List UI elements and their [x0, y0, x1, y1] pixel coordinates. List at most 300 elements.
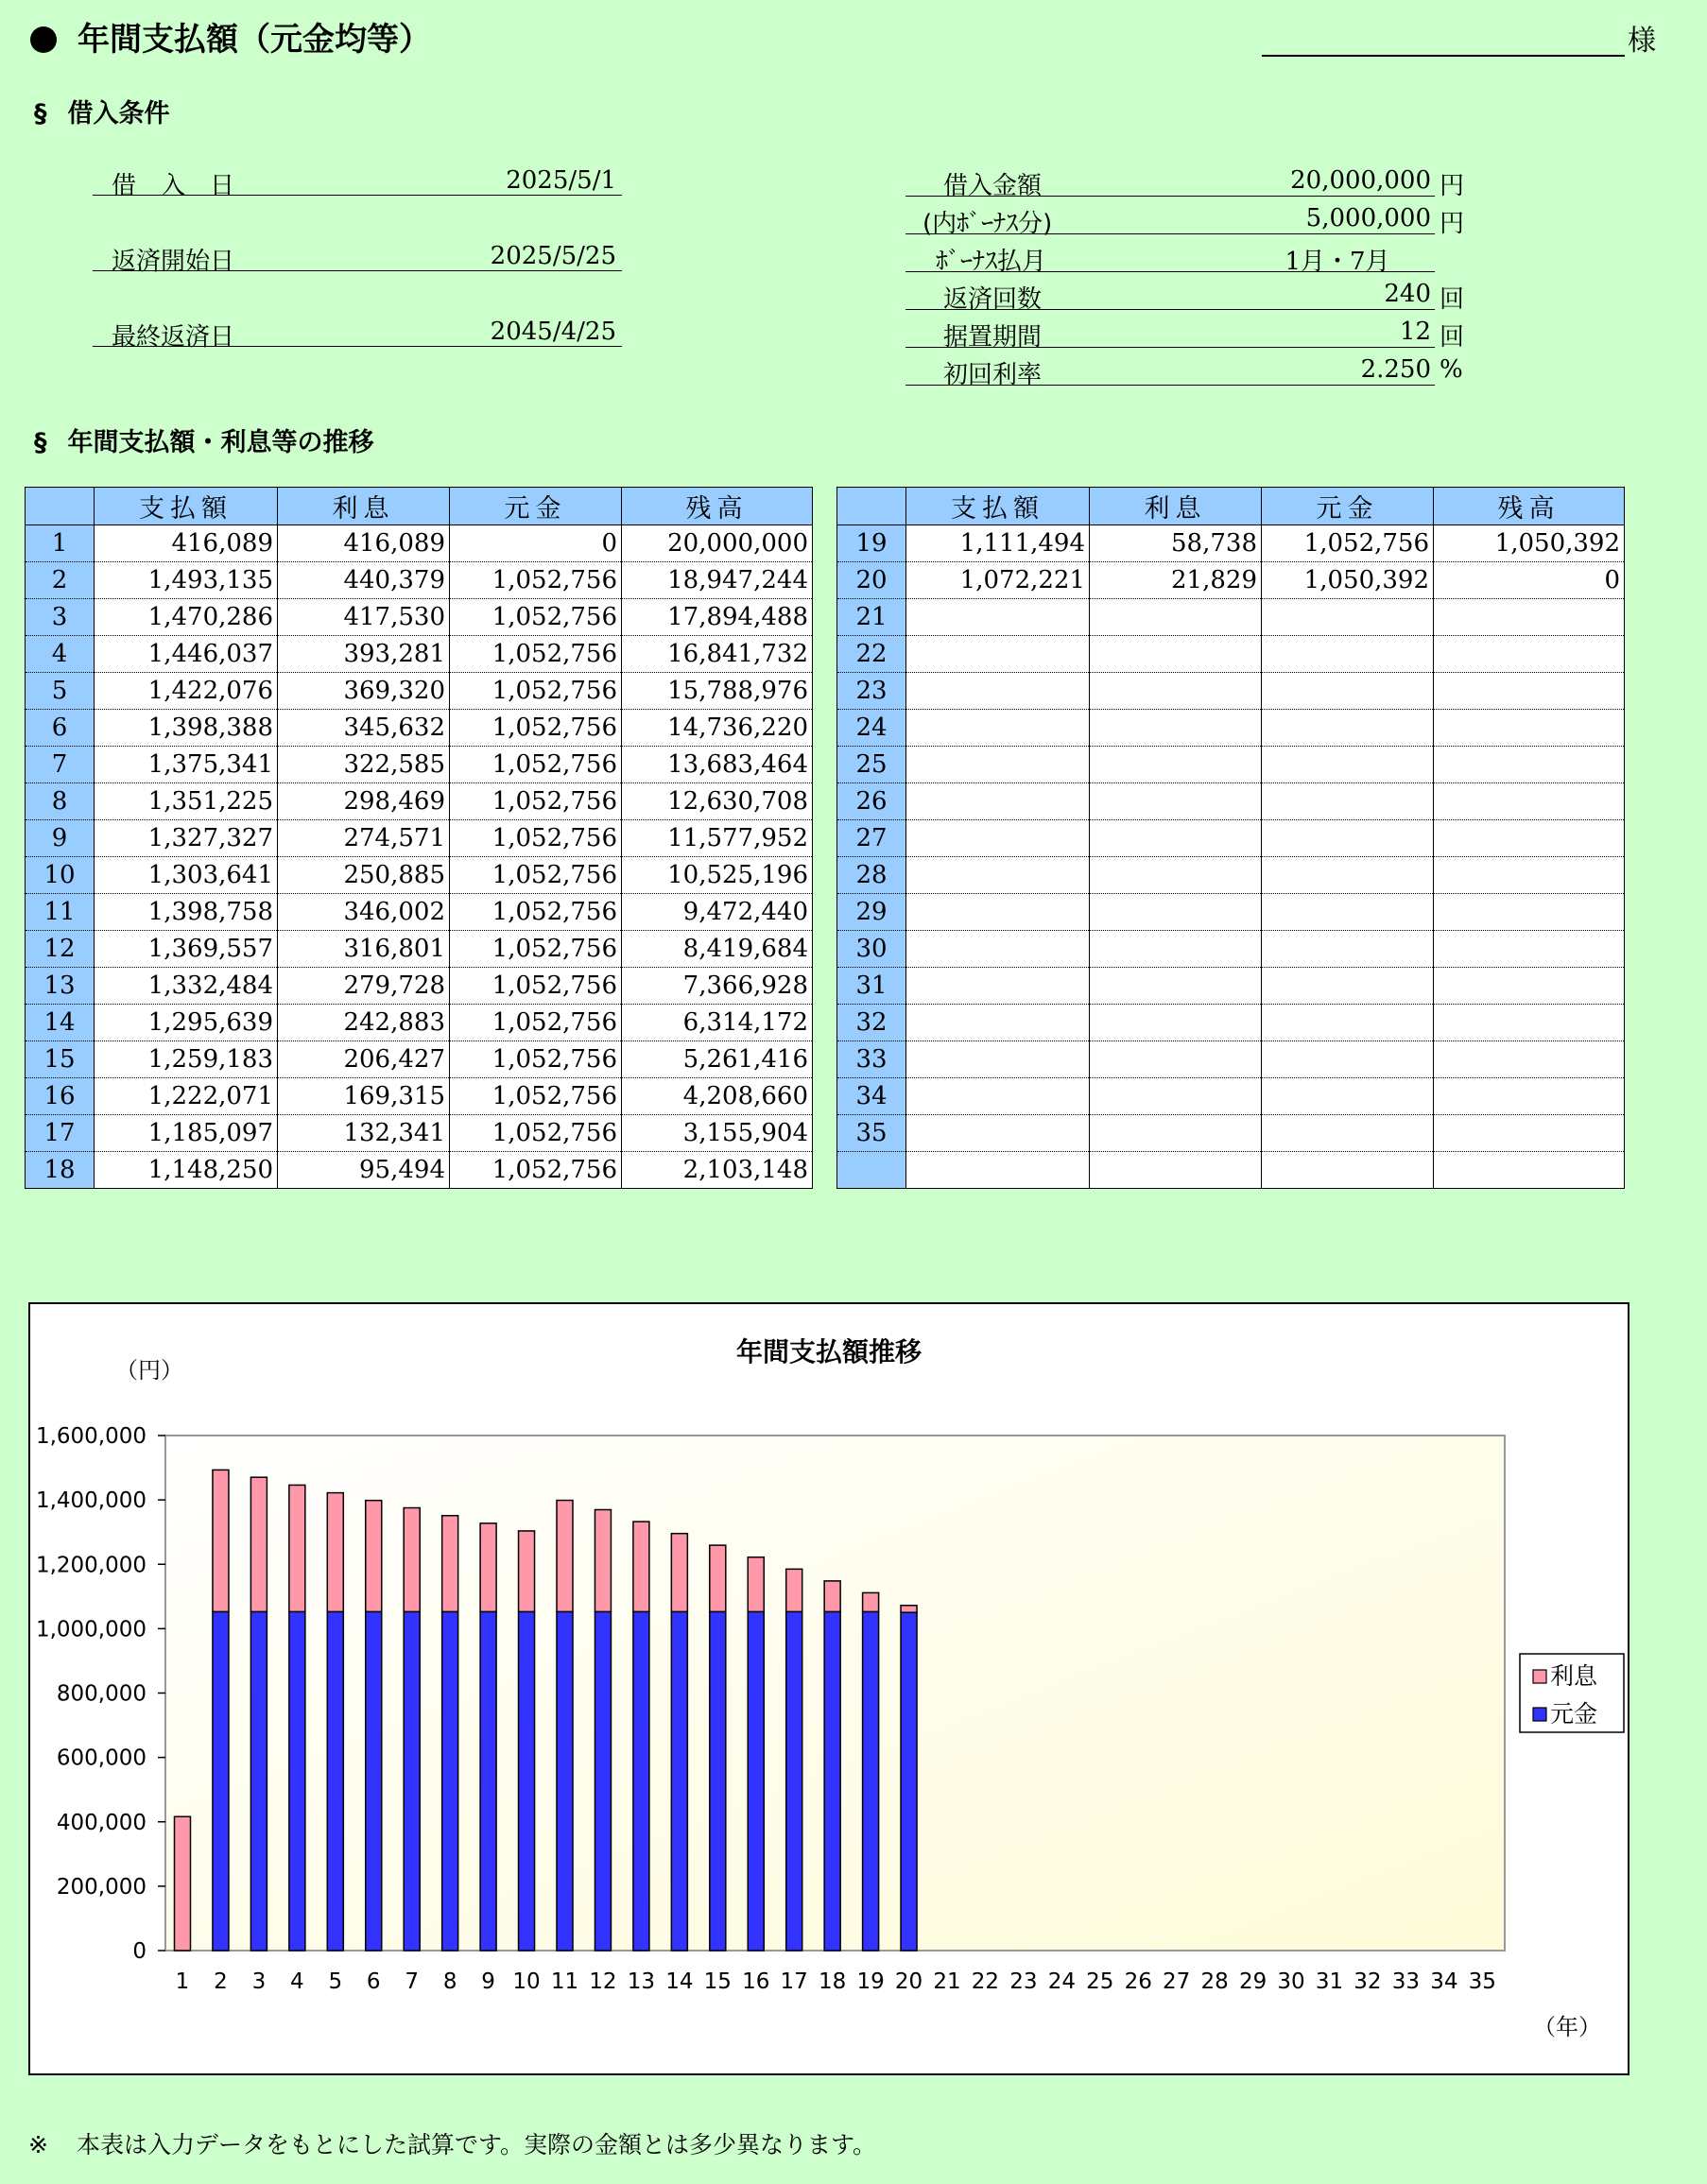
- cell-pay: 1,259,183: [95, 1041, 278, 1078]
- row-number: 30: [837, 931, 906, 968]
- cell-balance: 1,050,392: [1434, 525, 1625, 562]
- condition-underline: [905, 233, 1435, 234]
- bar-interest: [786, 1569, 802, 1611]
- x-tick-label: 7: [405, 1969, 420, 1994]
- condition-value: 2045/4/25: [490, 318, 616, 346]
- cell-balance: 7,366,928: [622, 968, 813, 1005]
- bar-principal: [519, 1611, 535, 1951]
- cell-interest: [1090, 673, 1262, 710]
- row-number: 9: [26, 820, 95, 857]
- cell-interest: [1090, 599, 1262, 636]
- row-number: 7: [26, 747, 95, 783]
- x-tick-label: 34: [1430, 1969, 1458, 1994]
- table-row: [26, 1005, 813, 1041]
- table-row: [26, 783, 813, 820]
- cell-pay: 1,351,225: [95, 783, 278, 820]
- row-number: 35: [837, 1115, 906, 1152]
- x-tick-label: 25: [1086, 1969, 1114, 1994]
- cell-pay: 1,185,097: [95, 1115, 278, 1152]
- condition-underline: [93, 270, 622, 271]
- footnote-text: 本表は入力データをもとにした試算です。実際の金額とは多少異なります。: [76, 2131, 876, 2158]
- table-row: [26, 820, 813, 857]
- cell-principal: 1,052,756: [1262, 525, 1434, 562]
- bar-principal: [748, 1611, 764, 1951]
- bar-interest: [213, 1470, 229, 1611]
- bar-principal: [901, 1612, 917, 1951]
- cell-balance: [1434, 968, 1625, 1005]
- cell-principal: [1262, 783, 1434, 820]
- section-transition-title: 年間支払額・利息等の推移: [67, 428, 374, 457]
- cell-pay: 1,398,388: [95, 710, 278, 747]
- page-title: [30, 13, 431, 60]
- condition-underline: [93, 195, 622, 196]
- header-principal: 元金: [1262, 488, 1434, 525]
- cell-interest: 242,883: [278, 1005, 450, 1041]
- cell-principal: 1,052,756: [450, 857, 622, 894]
- cell-principal: [1262, 820, 1434, 857]
- bar-interest: [710, 1545, 726, 1611]
- cell-balance: [1434, 673, 1625, 710]
- table-row: [26, 599, 813, 636]
- x-tick-label: 11: [550, 1969, 579, 1994]
- table-row: [837, 820, 1625, 857]
- cell-principal: 1,052,756: [450, 673, 622, 710]
- y-tick-label: 0: [132, 1939, 147, 1964]
- x-tick-label: 15: [703, 1969, 732, 1994]
- x-tick-label: 21: [933, 1969, 961, 1994]
- condition-label: 最終返済日: [112, 323, 235, 352]
- x-tick-label: 9: [481, 1969, 495, 1994]
- header-balance: 残高: [622, 488, 813, 525]
- cell-interest: [1090, 1041, 1262, 1078]
- bar-interest: [824, 1581, 840, 1612]
- bar-principal: [863, 1611, 879, 1951]
- y-tick-label: 1,600,000: [35, 1424, 147, 1449]
- condition-label: 返済回数: [943, 285, 1043, 314]
- cell-principal: [1262, 747, 1434, 783]
- cell-pay: [906, 673, 1090, 710]
- table-row: [26, 1041, 813, 1078]
- bar-principal: [557, 1611, 573, 1951]
- cell-interest: 298,469: [278, 783, 450, 820]
- bar-interest: [595, 1509, 611, 1611]
- cell-pay: [906, 1152, 1090, 1189]
- cell-pay: 1,148,250: [95, 1152, 278, 1189]
- table-row: [837, 636, 1625, 673]
- header-no: [26, 488, 95, 525]
- row-number: 26: [837, 783, 906, 820]
- row-number: [837, 1152, 906, 1189]
- cell-interest: [1090, 857, 1262, 894]
- table-row: [26, 525, 813, 562]
- cell-interest: 393,281: [278, 636, 450, 673]
- condition-unit: 円: [1440, 210, 1465, 238]
- cell-interest: 132,341: [278, 1115, 450, 1152]
- bar-principal: [480, 1611, 496, 1951]
- row-number: 20: [837, 562, 906, 599]
- cell-interest: 274,571: [278, 820, 450, 857]
- cell-pay: [906, 1005, 1090, 1041]
- table-row: [26, 747, 813, 783]
- row-number: 31: [837, 968, 906, 1005]
- row-number: 23: [837, 673, 906, 710]
- cell-interest: [1090, 747, 1262, 783]
- bar-interest: [250, 1477, 267, 1611]
- cell-balance: 5,261,416: [622, 1041, 813, 1078]
- cell-principal: 1,052,756: [450, 1041, 622, 1078]
- y-tick-label: 400,000: [56, 1810, 147, 1835]
- cell-balance: [1434, 820, 1625, 857]
- row-number: 29: [837, 894, 906, 931]
- cell-pay: 1,327,327: [95, 820, 278, 857]
- x-tick-label: 13: [627, 1969, 656, 1994]
- cell-pay: [906, 1115, 1090, 1152]
- cell-interest: 250,885: [278, 857, 450, 894]
- cell-balance: [1434, 931, 1625, 968]
- table-row: [26, 968, 813, 1005]
- x-tick-label: 1: [175, 1969, 190, 1994]
- row-number: 13: [26, 968, 95, 1005]
- condition-value: 2025/5/1: [506, 166, 616, 195]
- cell-principal: [1262, 1041, 1434, 1078]
- condition-underline: [905, 196, 1435, 197]
- x-tick-label: 10: [512, 1969, 541, 1994]
- cell-pay: 1,332,484: [95, 968, 278, 1005]
- x-tick-label: 5: [328, 1969, 343, 1994]
- header-pay: 支払額: [906, 488, 1090, 525]
- cell-principal: [1262, 894, 1434, 931]
- x-tick-label: 31: [1315, 1969, 1344, 1994]
- table-row: [26, 673, 813, 710]
- x-tick-label: 2: [214, 1969, 228, 1994]
- x-tick-label: 16: [742, 1969, 770, 1994]
- table-row: [837, 783, 1625, 820]
- cell-balance: 17,894,488: [622, 599, 813, 636]
- cell-pay: [906, 747, 1090, 783]
- cell-pay: 1,072,221: [906, 562, 1090, 599]
- condition-value: 20,000,000: [1290, 166, 1431, 195]
- cell-principal: [1262, 1078, 1434, 1115]
- y-tick-label: 600,000: [56, 1745, 147, 1771]
- cell-pay: 1,493,135: [95, 562, 278, 599]
- cell-interest: 417,530: [278, 599, 450, 636]
- y-tick-label: 200,000: [56, 1874, 147, 1900]
- cell-pay: 1,470,286: [95, 599, 278, 636]
- cell-principal: 1,052,756: [450, 1115, 622, 1152]
- x-tick-label: 22: [971, 1969, 1000, 1994]
- page-title-text: 年間支払額（元金均等）: [78, 21, 431, 59]
- cell-balance: [1434, 1041, 1625, 1078]
- row-number: 22: [837, 636, 906, 673]
- cell-principal: 1,052,756: [450, 1152, 622, 1189]
- x-tick-label: 35: [1468, 1969, 1496, 1994]
- cell-pay: 1,369,557: [95, 931, 278, 968]
- x-tick-label: 18: [819, 1969, 847, 1994]
- header-interest: 利息: [1090, 488, 1262, 525]
- row-number: 6: [26, 710, 95, 747]
- cell-principal: 1,052,756: [450, 1078, 622, 1115]
- condition-underline: [905, 271, 1435, 272]
- table-row: [837, 525, 1625, 562]
- condition-label: 据置期間: [943, 323, 1043, 352]
- bar-interest: [442, 1516, 458, 1612]
- cell-interest: [1090, 783, 1262, 820]
- bar-principal: [289, 1611, 305, 1951]
- cell-principal: [1262, 636, 1434, 673]
- table-row: [26, 1115, 813, 1152]
- cell-pay: 1,398,758: [95, 894, 278, 931]
- table-header-row: [837, 488, 1625, 525]
- cell-principal: [1262, 1005, 1434, 1041]
- cell-balance: 9,472,440: [622, 894, 813, 931]
- cell-interest: [1090, 968, 1262, 1005]
- row-number: 17: [26, 1115, 95, 1152]
- row-number: 10: [26, 857, 95, 894]
- condition-label: 借 入 日: [112, 172, 235, 200]
- cell-balance: 20,000,000: [622, 525, 813, 562]
- legend-swatch: [1533, 1708, 1546, 1721]
- table-row: [837, 599, 1625, 636]
- table-row: [837, 931, 1625, 968]
- row-number: 12: [26, 931, 95, 968]
- condition-underline: [93, 346, 622, 347]
- header-balance: 残高: [1434, 488, 1625, 525]
- table-row: [837, 1005, 1625, 1041]
- footnote: [28, 2126, 876, 2160]
- cell-interest: 369,320: [278, 673, 450, 710]
- row-number: 21: [837, 599, 906, 636]
- row-number: 34: [837, 1078, 906, 1115]
- bar-interest: [404, 1508, 420, 1612]
- cell-pay: [906, 636, 1090, 673]
- cell-interest: [1090, 1005, 1262, 1041]
- cell-principal: [1262, 599, 1434, 636]
- legend-label: 利息: [1550, 1662, 1598, 1690]
- table-row: [837, 1041, 1625, 1078]
- bar-principal: [404, 1611, 420, 1951]
- table-row: [837, 968, 1625, 1005]
- condition-unit: %: [1440, 355, 1463, 384]
- chart-title: 年間支払額推移: [735, 1336, 922, 1367]
- table-row: [26, 894, 813, 931]
- bar-interest: [671, 1534, 687, 1612]
- cell-interest: [1090, 636, 1262, 673]
- cell-principal: 1,052,756: [450, 820, 622, 857]
- bar-interest: [519, 1531, 535, 1611]
- cell-balance: 4,208,660: [622, 1078, 813, 1115]
- cell-principal: 1,052,756: [450, 1005, 622, 1041]
- cell-balance: 8,419,684: [622, 931, 813, 968]
- cell-balance: 14,736,220: [622, 710, 813, 747]
- cell-principal: 1,052,756: [450, 710, 622, 747]
- customer-name-line: [1262, 55, 1625, 57]
- cell-balance: [1434, 1005, 1625, 1041]
- cell-pay: 1,446,037: [95, 636, 278, 673]
- bar-interest: [175, 1816, 191, 1951]
- cell-pay: 416,089: [95, 525, 278, 562]
- cell-principal: 1,052,756: [450, 783, 622, 820]
- bar-interest: [633, 1522, 649, 1611]
- bar-principal: [671, 1611, 687, 1951]
- table-row: [837, 673, 1625, 710]
- row-number: 5: [26, 673, 95, 710]
- row-number: 11: [26, 894, 95, 931]
- cell-balance: 3,155,904: [622, 1115, 813, 1152]
- cell-interest: 416,089: [278, 525, 450, 562]
- bar-principal: [786, 1611, 802, 1951]
- section-mark: §: [34, 428, 47, 457]
- cell-interest: 206,427: [278, 1041, 450, 1078]
- condition-value: 1月・7月: [1285, 248, 1390, 276]
- x-tick-label: 17: [780, 1969, 808, 1994]
- bar-principal: [250, 1611, 267, 1951]
- table-row: [26, 636, 813, 673]
- section-conditions: [34, 93, 170, 129]
- y-tick-label: 1,400,000: [35, 1488, 147, 1514]
- row-number: 3: [26, 599, 95, 636]
- cell-balance: 10,525,196: [622, 857, 813, 894]
- cell-pay: 1,422,076: [95, 673, 278, 710]
- cell-interest: 345,632: [278, 710, 450, 747]
- cell-balance: [1434, 599, 1625, 636]
- bar-interest: [366, 1501, 382, 1612]
- schedule-table-right: [836, 487, 1625, 1189]
- x-tick-label: 27: [1163, 1969, 1191, 1994]
- x-tick-label: 8: [442, 1969, 457, 1994]
- cell-balance: [1434, 710, 1625, 747]
- cell-principal: [1262, 710, 1434, 747]
- header-pay: 支払額: [95, 488, 278, 525]
- bar-interest: [327, 1493, 343, 1612]
- table-row: [26, 1078, 813, 1115]
- cell-pay: [906, 1078, 1090, 1115]
- x-tick-label: 6: [366, 1969, 381, 1994]
- x-tick-label: 33: [1391, 1969, 1421, 1994]
- cell-principal: 0: [450, 525, 622, 562]
- section-conditions-title: 借入条件: [67, 99, 170, 129]
- bar-interest: [289, 1485, 305, 1611]
- cell-interest: [1090, 1152, 1262, 1189]
- cell-balance: [1434, 783, 1625, 820]
- legend-label: 元金: [1550, 1700, 1598, 1728]
- cell-interest: 322,585: [278, 747, 450, 783]
- cell-pay: 1,303,641: [95, 857, 278, 894]
- cell-pay: [906, 894, 1090, 931]
- cell-principal: 1,052,756: [450, 636, 622, 673]
- table-row: [837, 857, 1625, 894]
- y-axis-label: （円）: [115, 1357, 183, 1384]
- section-transition: [34, 421, 374, 458]
- cell-balance: 13,683,464: [622, 747, 813, 783]
- condition-underline: [905, 309, 1435, 310]
- annual-payment-chart: [30, 1304, 1628, 2073]
- cell-interest: 279,728: [278, 968, 450, 1005]
- table-row: [26, 857, 813, 894]
- cell-balance: 2,103,148: [622, 1152, 813, 1189]
- cell-pay: [906, 783, 1090, 820]
- cell-principal: [1262, 673, 1434, 710]
- cell-pay: [906, 968, 1090, 1005]
- cell-balance: 18,947,244: [622, 562, 813, 599]
- chart-legend: [1520, 1654, 1624, 1732]
- x-tick-label: 28: [1200, 1969, 1229, 1994]
- bar-interest: [863, 1592, 879, 1611]
- row-number: 15: [26, 1041, 95, 1078]
- row-number: 24: [837, 710, 906, 747]
- row-number: 28: [837, 857, 906, 894]
- header-no: [837, 488, 906, 525]
- x-axis-label: （年）: [1533, 2014, 1601, 2040]
- x-tick-label: 3: [251, 1969, 267, 1994]
- cell-interest: 169,315: [278, 1078, 450, 1115]
- table-row: [837, 562, 1625, 599]
- cell-pay: 1,111,494: [906, 525, 1090, 562]
- condition-label: 初回利率: [943, 361, 1043, 389]
- cell-principal: 1,050,392: [1262, 562, 1434, 599]
- cell-pay: 1,375,341: [95, 747, 278, 783]
- cell-principal: 1,052,756: [450, 562, 622, 599]
- x-tick-label: 29: [1238, 1969, 1267, 1994]
- bar-principal: [327, 1611, 343, 1951]
- cell-balance: [1434, 1152, 1625, 1189]
- row-number: 8: [26, 783, 95, 820]
- bar-interest: [901, 1606, 917, 1612]
- cell-balance: 11,577,952: [622, 820, 813, 857]
- condition-label: 返済開始日: [112, 248, 235, 276]
- row-number: 27: [837, 820, 906, 857]
- cell-pay: 1,295,639: [95, 1005, 278, 1041]
- bar-principal: [213, 1611, 229, 1951]
- cell-balance: 16,841,732: [622, 636, 813, 673]
- row-number: 18: [26, 1152, 95, 1189]
- row-number: 1: [26, 525, 95, 562]
- bar-principal: [710, 1611, 726, 1951]
- cell-interest: [1090, 1078, 1262, 1115]
- x-tick-label: 4: [290, 1969, 304, 1994]
- bar-principal: [366, 1611, 382, 1951]
- table-row: [26, 1152, 813, 1189]
- cell-principal: [1262, 968, 1434, 1005]
- condition-label: 借入金額: [943, 172, 1043, 200]
- cell-balance: 12,630,708: [622, 783, 813, 820]
- x-tick-label: 12: [589, 1969, 617, 1994]
- row-number: 32: [837, 1005, 906, 1041]
- row-number: 2: [26, 562, 95, 599]
- cell-principal: 1,052,756: [450, 747, 622, 783]
- y-tick-label: 800,000: [56, 1681, 147, 1707]
- row-number: 16: [26, 1078, 95, 1115]
- cell-interest: 95,494: [278, 1152, 450, 1189]
- table-row: [837, 1078, 1625, 1115]
- cell-interest: [1090, 1115, 1262, 1152]
- cell-principal: 1,052,756: [450, 599, 622, 636]
- table-header-row: [26, 488, 813, 525]
- row-number: 4: [26, 636, 95, 673]
- x-tick-label: 14: [665, 1969, 694, 1994]
- bar-principal: [633, 1611, 649, 1951]
- x-tick-label: 24: [1047, 1969, 1076, 1994]
- cell-interest: [1090, 820, 1262, 857]
- bullet-icon: [30, 26, 57, 53]
- table-row: [837, 710, 1625, 747]
- cell-pay: [906, 931, 1090, 968]
- row-number: 19: [837, 525, 906, 562]
- cell-interest: 346,002: [278, 894, 450, 931]
- cell-interest: 316,801: [278, 931, 450, 968]
- condition-unit: 円: [1440, 172, 1465, 200]
- bar-interest: [557, 1501, 573, 1612]
- cell-interest: 440,379: [278, 562, 450, 599]
